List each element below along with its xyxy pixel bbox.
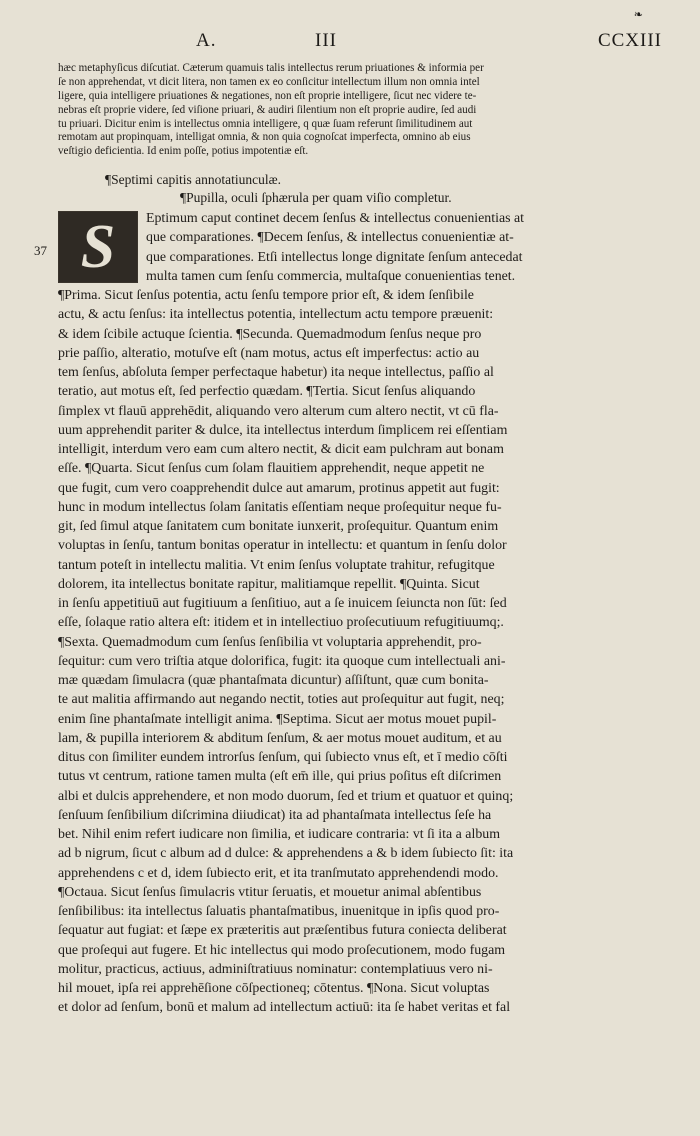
text-line: tantum poteſt in intellectu malitia. Vt enim ſenſus voluptate trahitur, refugitque [58,557,495,573]
pupilla-heading: ¶Pupilla, oculi ſphærula per quam viſio completur. [180,190,452,205]
running-header [50,9,670,54]
margin-number: 37 [34,243,47,258]
text-line: hil mouet, ipſa rei apprehēſione cōſpectioneq; cōtentus. ¶Nona. Sicut voluptas [58,981,490,996]
text-line: ditus con ſimiliter eundem introrſus ſenſum, qui ſubiecto vnus eſt, et ī medio cōſti [58,750,508,765]
text-line: ſimplex vt flauū apprehēdit, aliquando vero alterum cum altero nectit, vt cū fla- [58,403,499,419]
text-line: & idem ſcibile actuque ſcientia. ¶Secunda. Quemadmodum ſenſus neque pro [58,326,482,342]
intro-line: ſe non apprehendat, vt dicit litera, non tamen ex eo conſicitur intellectum illum non omnia intel [58,75,480,88]
text-line: ¶Sexta. Quemadmodum cum ſenſus ſenſibilia vt voluptaria apprehendit, pro- [58,634,482,650]
text-line: et dolor ad ſenſum, bonū et malum ad intellectum actiuū: ita ſe habet veritas et fal [58,1000,511,1016]
intro-line: remotam aut propinquam, intelligat omnia, & non quia cognoſcat imperfecta, omnino ab eius [58,131,471,144]
text-line: que comparationes. ¶Decem ſenſus, & intellectus conuenientiæ at- [146,230,514,246]
intro-line: hæc metaphyſicus diſcutiat. Cæterum quamuis talis intellectus rerum priuationes & informia per [58,62,484,74]
text-line: bet. Nihil enim refert iudicare non ſimilia, et iudicare contraria: vt ſi ita a album [58,827,501,842]
text-line: albi et dulcis apprehendere, et non modo duorum, ſed et trium et quatuor et quinq; [58,788,514,804]
text-line: te aut malitia affirmando aut negando nectit, toties aut proſequitur aut fugit, neq; [58,692,505,708]
text-line: apprehendens c et d, idem ſubiecto erit, et ita tranſmutato apprehendendi modo. [58,865,499,881]
main-text [58,209,643,1018]
text-line: lam, & pupilla interiorem & abditum ſenſum, & aer motus mouet auditum, et au [58,730,502,746]
text-line: ſequatur aut fugiat: et ſæpe ex præteritis aut præſentibus futura coniecta deliberat [58,923,507,939]
text-line: Eptimum caput continet decem ſenſus & intellectus conuenientias at [146,211,525,226]
text-line: teratio, aut motus eſt, ſed perfectio quædam. ¶Tertia. Sicut ſenſus aliquando [58,384,476,400]
text-line: git, ſed ſimul atque ſanitatem cum bonitate iunxerit, proſequitur. Quantum enim [58,519,499,534]
text-line: molitur, practicus, actiuus, adminiſtratiuus nominatur: contemplatiuus vero ni- [58,961,493,977]
text-line: tutus vt centrum, ratione tamen multa (eſt em̄ ille, qui prius poſitus eſt diſcrimen [58,769,502,785]
text-line: que fugit, cum vero coapprehendit dulce aut amarum, protinus appetit aut fugit: [58,480,500,496]
intro-paragraph [58,62,643,159]
text-line: enim ſine phantaſmate intelligit anima. ¶Septima. Sicut aer motus mouet pupil- [58,711,497,727]
text-line: hunc in modum intellectus ſolam ſanitatis eſſentiam neque proſequitur neque fu- [58,499,502,515]
header-book-number: III [315,30,337,51]
text-line: voluptas in ſenſu, tantum bonitas operatur in intellectu: et quantum in ſenſu dolor [58,538,507,554]
intro-line: ligere, quia intelligere priuationes & negationes, non eſt proprie intelligere, ſicut nec videre te- [58,89,477,102]
ornament-icon: ❧ [633,9,644,21]
text-line: mæ quædam ſimulacra (quæ phantaſmata dicuntur) aſſiſtunt, quæ cum bonita- [58,673,489,688]
text-line: ſequitur: cum vero triſtia atque dolorifica, fugit: ita quoque cum intellectuali ani- [58,653,506,669]
intro-line: nebras eſt proprie videre, ſed viſione priuari, & audiri ſilentium non eſt proprie audire, ſed audi [58,103,477,116]
intro-line: veſtigio deficientia. Id enim poſſe, potius impotentiæ eſt. [58,145,309,158]
text-line: eſſe, ſolaque ratio altera eſt: itidem et in intellectiuo proſecutiuum refugitiuumq;. [58,615,504,631]
text-line: actu, & actu ſenſus: ita intellectus potentia, intellectum actu tempore præuenit: [58,307,494,323]
text-line: intelligit, interdum vero eam cum altero nectit, & dicit eam pulchram aut bonam [58,442,504,457]
chapter-annotations-heading: ¶Septimi capitis annotatiunculæ. [105,172,281,187]
text-line: prie paſſio, alteratio, motuſve eſt (nam motus, actus eſt imperfectus: actio au [58,345,480,361]
text-line: ſenſibilibus: ita intellectus ſaluatis phantaſmatibus, inuenitque in ipſis quod pro- [58,904,500,919]
text-line: que comparationes. Etſi intellectus longe dignitate ſenſum antecedat [146,249,523,265]
text-line: ¶Octaua. Sicut ſenſus ſimulacris vtitur ſeruatis, et mouetur animal abſentibus [58,884,482,900]
text-line: dolorem, ita intellectus bonitate rapitur, malitiamque repellit. ¶Quinta. Sicut [58,576,480,592]
text-line: tem ſenſus, abſoluta ſemper perfectaque habetur) ita neque intellectus, paſſio al [58,365,494,380]
intro-line: tu priuari. Dicitur enim is intellectus omnia intelligere, q quæ ſuam referunt ſimilitudinem aut [58,117,473,130]
text-line: eſſe. ¶Quarta. Sicut ſenſus cum ſolam flauitiem apprehendit, neque appetit ne [58,461,485,477]
text-line: ad b nigrum, ſicut c album ad d dulce: & apprehendens a & b idem ſubiecto ſit: ita [58,846,514,862]
text-line: in ſenſu appetitiuū aut fugitiuum a ſenſitiuo, aut a ſe inuicem ſeiuncta non ſūt: ſed [58,596,507,611]
header-folio-number: CCXIII [597,30,662,51]
text-line: uum apprehendit pariter & dulce, ita intellectus interdum ſimplicem rei eſſentiam [58,422,508,438]
initial-letter: S [80,213,116,281]
text-line: que proſequi aut fugere. Et hic intellectus qui modo proſecutionem, modo fugam [58,942,506,958]
header-signature: A. [196,30,217,51]
text-line: ¶Prima. Sicut ſenſus potentia, actu ſenſu tempore prior eſt, & idem ſenſibile [58,288,474,303]
text-line: multa tamen cum ſenſu commercia, multaſque conuenientias tenet. [146,268,516,284]
text-line: ſenſuum ſenſibilium diſcrimina diiudicat) ita ad phantaſmata intellectus ſeſe ha [58,807,492,823]
